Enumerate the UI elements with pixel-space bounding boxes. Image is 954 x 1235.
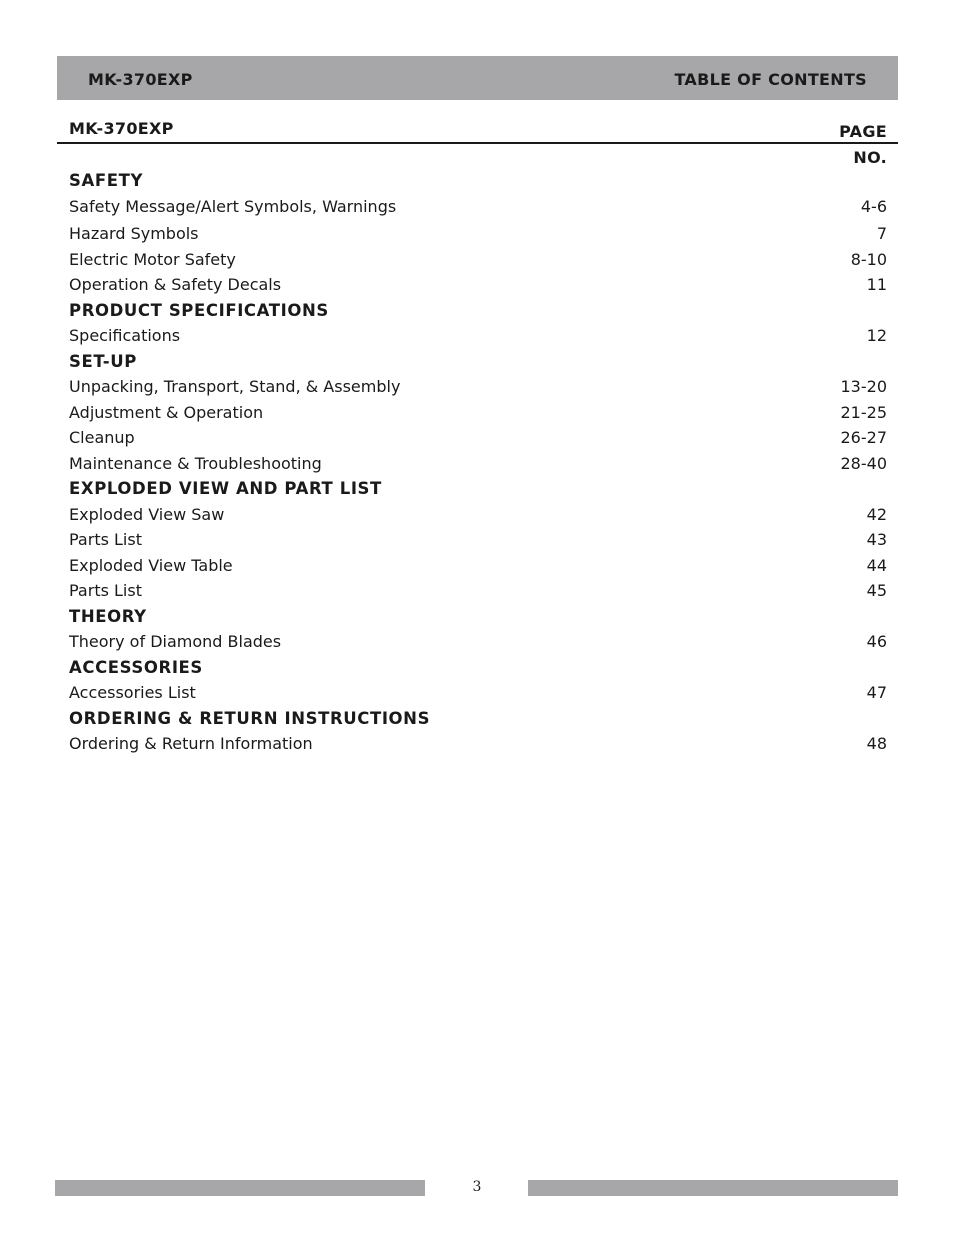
toc-entry-page: 43 xyxy=(866,530,887,549)
toc-entry[interactable] xyxy=(69,731,887,757)
toc-entry-page: 12 xyxy=(866,326,887,345)
toc-entry-page: 8-10 xyxy=(850,249,887,269)
toc-entry-label: Unpacking, Transport, Stand, & Assembly xyxy=(69,377,401,396)
toc-column-header-model: MK-370EXP xyxy=(69,119,174,138)
toc-section-heading: ORDERING & RETURN INSTRUCTIONS xyxy=(69,708,431,728)
footer-bar-left xyxy=(55,1180,425,1196)
toc-entry[interactable] xyxy=(69,451,887,477)
toc-entry-page: 45 xyxy=(866,581,887,600)
toc-entry-label: Exploded View Saw xyxy=(69,504,225,524)
toc-section-heading: PRODUCT SPECIFICATIONS xyxy=(69,300,329,320)
toc-entry-label: Accessories List xyxy=(69,683,196,702)
toc-entry[interactable] xyxy=(69,272,887,298)
toc-entry-page: 44 xyxy=(866,555,887,575)
toc-entry[interactable] xyxy=(69,247,887,273)
page-header-band xyxy=(57,56,898,100)
footer-bar-right xyxy=(528,1180,898,1196)
toc-entry-label: Adjustment & Operation xyxy=(69,402,264,422)
toc-entry[interactable] xyxy=(69,425,887,451)
toc-entry-page: 26-27 xyxy=(840,428,887,447)
toc-entry-label: Parts List xyxy=(69,581,142,600)
toc-entry-label: Theory of Diamond Blades xyxy=(69,632,282,651)
toc-entry-page: 4-6 xyxy=(860,196,887,216)
toc-entry-label: Ordering & Return Information xyxy=(69,734,313,753)
toc-entry-page: 48 xyxy=(866,734,887,753)
toc-entry-label: Safety Message/Alert Symbols, Warnings xyxy=(69,196,397,216)
toc-entry[interactable] xyxy=(69,578,887,604)
toc-entry-label: Hazard Symbols xyxy=(69,224,199,243)
toc-entry-label: Maintenance & Troubleshooting xyxy=(69,453,322,473)
toc-section-heading: EXPLODED VIEW AND PART LIST xyxy=(69,479,382,498)
toc-entry-label: Operation & Safety Decals xyxy=(69,275,282,294)
toc-entry-label: Specifications xyxy=(69,326,181,345)
toc-entry[interactable] xyxy=(69,629,887,655)
toc-column-header-page-no: PAGE NO. xyxy=(839,122,887,167)
toc-entry-page: 7 xyxy=(876,224,887,243)
toc-entry-page: 46 xyxy=(866,632,887,651)
toc-entry[interactable] xyxy=(69,194,887,222)
toc-entry-page: 28-40 xyxy=(840,453,887,473)
toc-section-heading: THEORY xyxy=(69,606,147,626)
toc-entry-page: 42 xyxy=(866,504,887,524)
page-number: 3 xyxy=(472,1179,482,1195)
toc-entry-label: Cleanup xyxy=(69,428,135,447)
header-title: TABLE OF CONTENTS xyxy=(674,70,867,89)
toc-entry[interactable] xyxy=(69,502,887,528)
toc-section-heading: SAFETY xyxy=(69,171,143,190)
toc-section-heading: SET-UP xyxy=(69,351,137,371)
toc-entry[interactable] xyxy=(69,400,887,426)
toc-entry[interactable] xyxy=(69,374,887,400)
toc-entry[interactable] xyxy=(69,527,887,553)
toc-entry[interactable] xyxy=(69,553,887,579)
toc-entry-label: Parts List xyxy=(69,530,142,549)
toc-entry-page: 13-20 xyxy=(840,377,887,396)
header-model: MK-370EXP xyxy=(88,70,193,89)
toc-entry-page: 21-25 xyxy=(840,402,887,422)
toc-section-heading: ACCESSORIES xyxy=(69,657,203,677)
toc-list xyxy=(69,168,887,757)
toc-column-header xyxy=(57,117,898,167)
toc-entry-label: Exploded View Table xyxy=(69,555,233,575)
toc-entry[interactable] xyxy=(69,680,887,706)
toc-entry-page: 47 xyxy=(866,683,887,702)
toc-entry-label: Electric Motor Safety xyxy=(69,249,236,269)
toc-entry[interactable] xyxy=(69,323,887,349)
toc-entry[interactable] xyxy=(69,221,887,247)
toc-entry-page: 11 xyxy=(866,275,887,294)
